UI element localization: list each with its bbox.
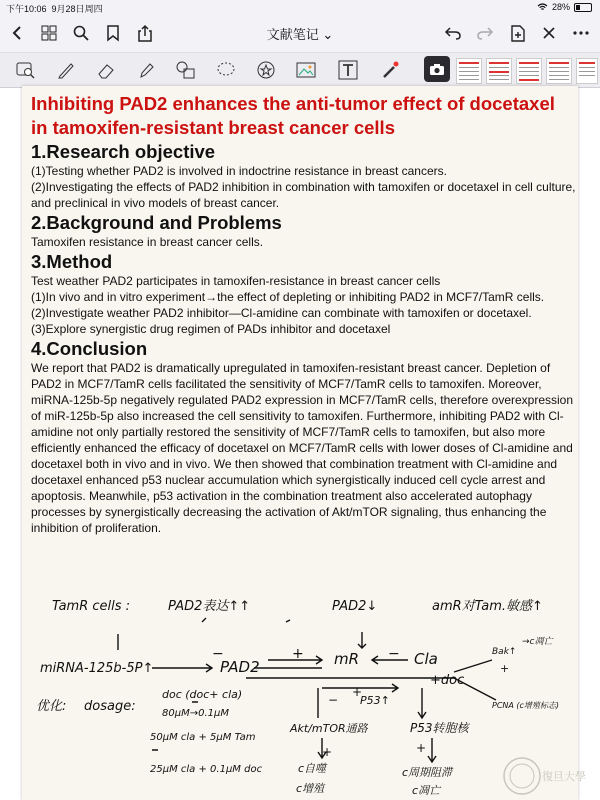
search-icon[interactable] xyxy=(68,20,94,46)
hw-tamr-cells: TamR cells : xyxy=(52,599,131,614)
hw-pad2: PAD2 xyxy=(220,658,260,676)
hw-tam-sensitivity: amR对Tam.敏感↑ xyxy=(432,599,543,614)
lasso-zoom-icon[interactable] xyxy=(14,58,38,82)
hw-minus-sign: − xyxy=(388,646,400,662)
sticker-icon[interactable] xyxy=(254,58,278,82)
hw-pad2-down: PAD2↓ xyxy=(332,599,378,614)
hw-autophagy: c自噬 xyxy=(298,762,327,775)
hw-plus-sign: + xyxy=(292,646,304,662)
nav-bar xyxy=(0,14,600,52)
section-paragraph: (3)Explore synergistic drug regimen of PADs inhibitor and docetaxel xyxy=(31,322,391,336)
status-right xyxy=(537,2,592,12)
section-paragraph: (1)Testing whether PAD2 is involved in indoctrine resistance in breast cancers. xyxy=(31,164,447,178)
document-title: 文献笔记 xyxy=(266,27,319,42)
section-paragraph: We report that PAD2 is dramatically upregulated in tamoxifen-resistant breast cancer. Depletion of PAD2 in MCF7/TamR cells facilitated the sensitivity of MCF7/TamR cells to tamoxifen. Moreover, miRNA-125b-5p negatively regulated PAD2 expression in MCF7/TamR cells, therefore overexpression of miR-125b-5p also increased the cell sensitivity to tamoxifen. Furthermore, inhibiting PAD2 with Cl-amidine not only partially restored the sensitivity of MCF7/TamR cells to tamoxifen, but also more efficiently enhanced the efficacy of docetaxel on MCF7/TamR cells with lower doses of Cl-amidine and docetaxel both in vivo and in vivo. We then showed that combination treatment with Cl-amidine and docetaxel enhanced p53 nuclear accumulation which synergistically induced cell cycle arrest and apoptosis. Meanwhile, p53 activation in the combination treatment also accelerated autophagy processes by synergistically decreasing the activation of Akt/mTOR signaling, thus enhancing the inhibition of proliferation. xyxy=(31,361,574,535)
lasso-icon[interactable] xyxy=(214,58,238,82)
chevron-down-icon: ⌄ xyxy=(322,27,334,42)
camera-button[interactable] xyxy=(424,56,450,82)
back-icon[interactable] xyxy=(4,20,30,46)
section-heading: 2.Background and Problems xyxy=(31,212,282,233)
note-page[interactable] xyxy=(22,86,586,800)
close-icon[interactable] xyxy=(536,20,562,46)
add-page-icon[interactable] xyxy=(504,20,530,46)
hw-pcna: PCNA (c增殖标志) xyxy=(492,701,560,710)
pen-icon[interactable] xyxy=(54,58,78,82)
hw-optimize: 优化: xyxy=(36,699,67,714)
bookmark-icon[interactable] xyxy=(100,20,126,46)
hw-apoptosis: c凋亡 xyxy=(412,784,441,797)
hw-dose-cla-tam: 50μM cla + 5μM Tam xyxy=(150,732,256,743)
shapes-icon[interactable] xyxy=(174,58,198,82)
page-thumbnail[interactable] xyxy=(486,58,512,84)
grid-icon[interactable] xyxy=(36,20,62,46)
hw-pad2-expression: PAD2表达↑↑ xyxy=(168,599,251,614)
redo-icon[interactable] xyxy=(472,20,498,46)
hw-plus-sign: + xyxy=(416,741,427,755)
date-text: 9月28日周四 xyxy=(51,4,103,14)
university-seal xyxy=(502,754,586,798)
hw-bak: Bak↑ xyxy=(492,647,517,657)
hw-dose-cla-doc: 25μM cla + 0.1μM doc xyxy=(150,764,263,775)
hw-p53-up: P53↑ xyxy=(360,694,390,707)
page-thumbnail[interactable] xyxy=(456,58,482,84)
paper-title: Inhibiting PAD2 enhances the anti-tumor effect of docetaxel in tamoxifen-resistant breast cancer cells xyxy=(31,93,555,138)
hw-minus-sign: − xyxy=(328,693,339,707)
hw-dose-doc: doc (doc+ cla) xyxy=(162,688,243,701)
section-heading: 3.Method xyxy=(31,251,113,272)
hw-proliferation: c增殖 xyxy=(296,782,325,795)
battery-icon xyxy=(574,3,592,12)
hw-mr: mR xyxy=(334,650,360,668)
hw-minus-sign: − xyxy=(212,646,224,662)
section-paragraph: (2)Investigating the effects of PAD2 inhibition in combination with tamoxifen or docetaxel in cell culture, and preclinical in vivo models of breast cancer. xyxy=(31,180,576,210)
hw-doc-plus: +doc xyxy=(430,673,465,688)
text-icon[interactable] xyxy=(336,58,360,82)
section-paragraph: (2)Investigate weather PAD2 inhibitor—Cl-amidine can combinate with tamoxifen or docetaxel. xyxy=(31,306,532,320)
drawing-toolbar xyxy=(0,52,600,88)
hw-dosage: dosage: xyxy=(84,699,136,714)
page-thumbnail[interactable] xyxy=(546,58,572,84)
time-text: 下午10:06 xyxy=(6,4,47,14)
typed-notes xyxy=(31,92,576,536)
seal-text: 復旦大學 xyxy=(542,770,586,783)
hw-plus-sign: + xyxy=(500,662,510,675)
highlighter-icon[interactable] xyxy=(134,58,158,82)
laser-pointer-icon[interactable] xyxy=(378,58,402,82)
page-thumbnail[interactable] xyxy=(516,58,542,84)
section-paragraph: Tamoxifen resistance in breast cancer cells. xyxy=(31,235,264,249)
wifi-icon xyxy=(537,3,548,11)
hw-plus-sign: + xyxy=(322,745,333,759)
hw-akt-mtor: Akt/mTOR通路 xyxy=(290,722,368,735)
page-thumbnail[interactable] xyxy=(576,58,598,84)
hw-p53-nuclear: P53转胞核 xyxy=(410,721,469,735)
document-title-dropdown[interactable] xyxy=(267,27,334,42)
section-paragraph: (1)In vivo and in vitro experiment→the effect of depleting or inhibiting PAD2 in MCF7/TamR cells. xyxy=(31,290,545,304)
section-heading: 1.Research objective xyxy=(31,141,216,162)
hw-cla: Cla xyxy=(414,650,438,668)
share-icon[interactable] xyxy=(132,20,158,46)
section-paragraph: Test weather PAD2 participates in tamoxifen-resistance in breast cancer cells xyxy=(31,274,441,288)
more-icon[interactable] xyxy=(568,20,594,46)
image-icon[interactable] xyxy=(294,58,318,82)
handwritten-diagram xyxy=(22,592,578,800)
eraser-icon[interactable] xyxy=(94,58,118,82)
status-bar xyxy=(0,0,600,14)
hw-bak-apoptosis: →c凋亡 xyxy=(522,637,553,647)
section-heading: 4.Conclusion xyxy=(31,338,148,359)
hw-dose-range: 80μM→0.1μM xyxy=(162,708,229,719)
hw-cell-cycle-arrest: c周期阻滞 xyxy=(402,766,453,779)
battery-percent: 28% xyxy=(551,2,570,12)
undo-icon[interactable] xyxy=(440,20,466,46)
hw-plus-sign: + xyxy=(352,685,363,699)
hw-mirna: miRNA-125b-5P↑ xyxy=(40,661,154,676)
camera-icon xyxy=(429,63,445,76)
